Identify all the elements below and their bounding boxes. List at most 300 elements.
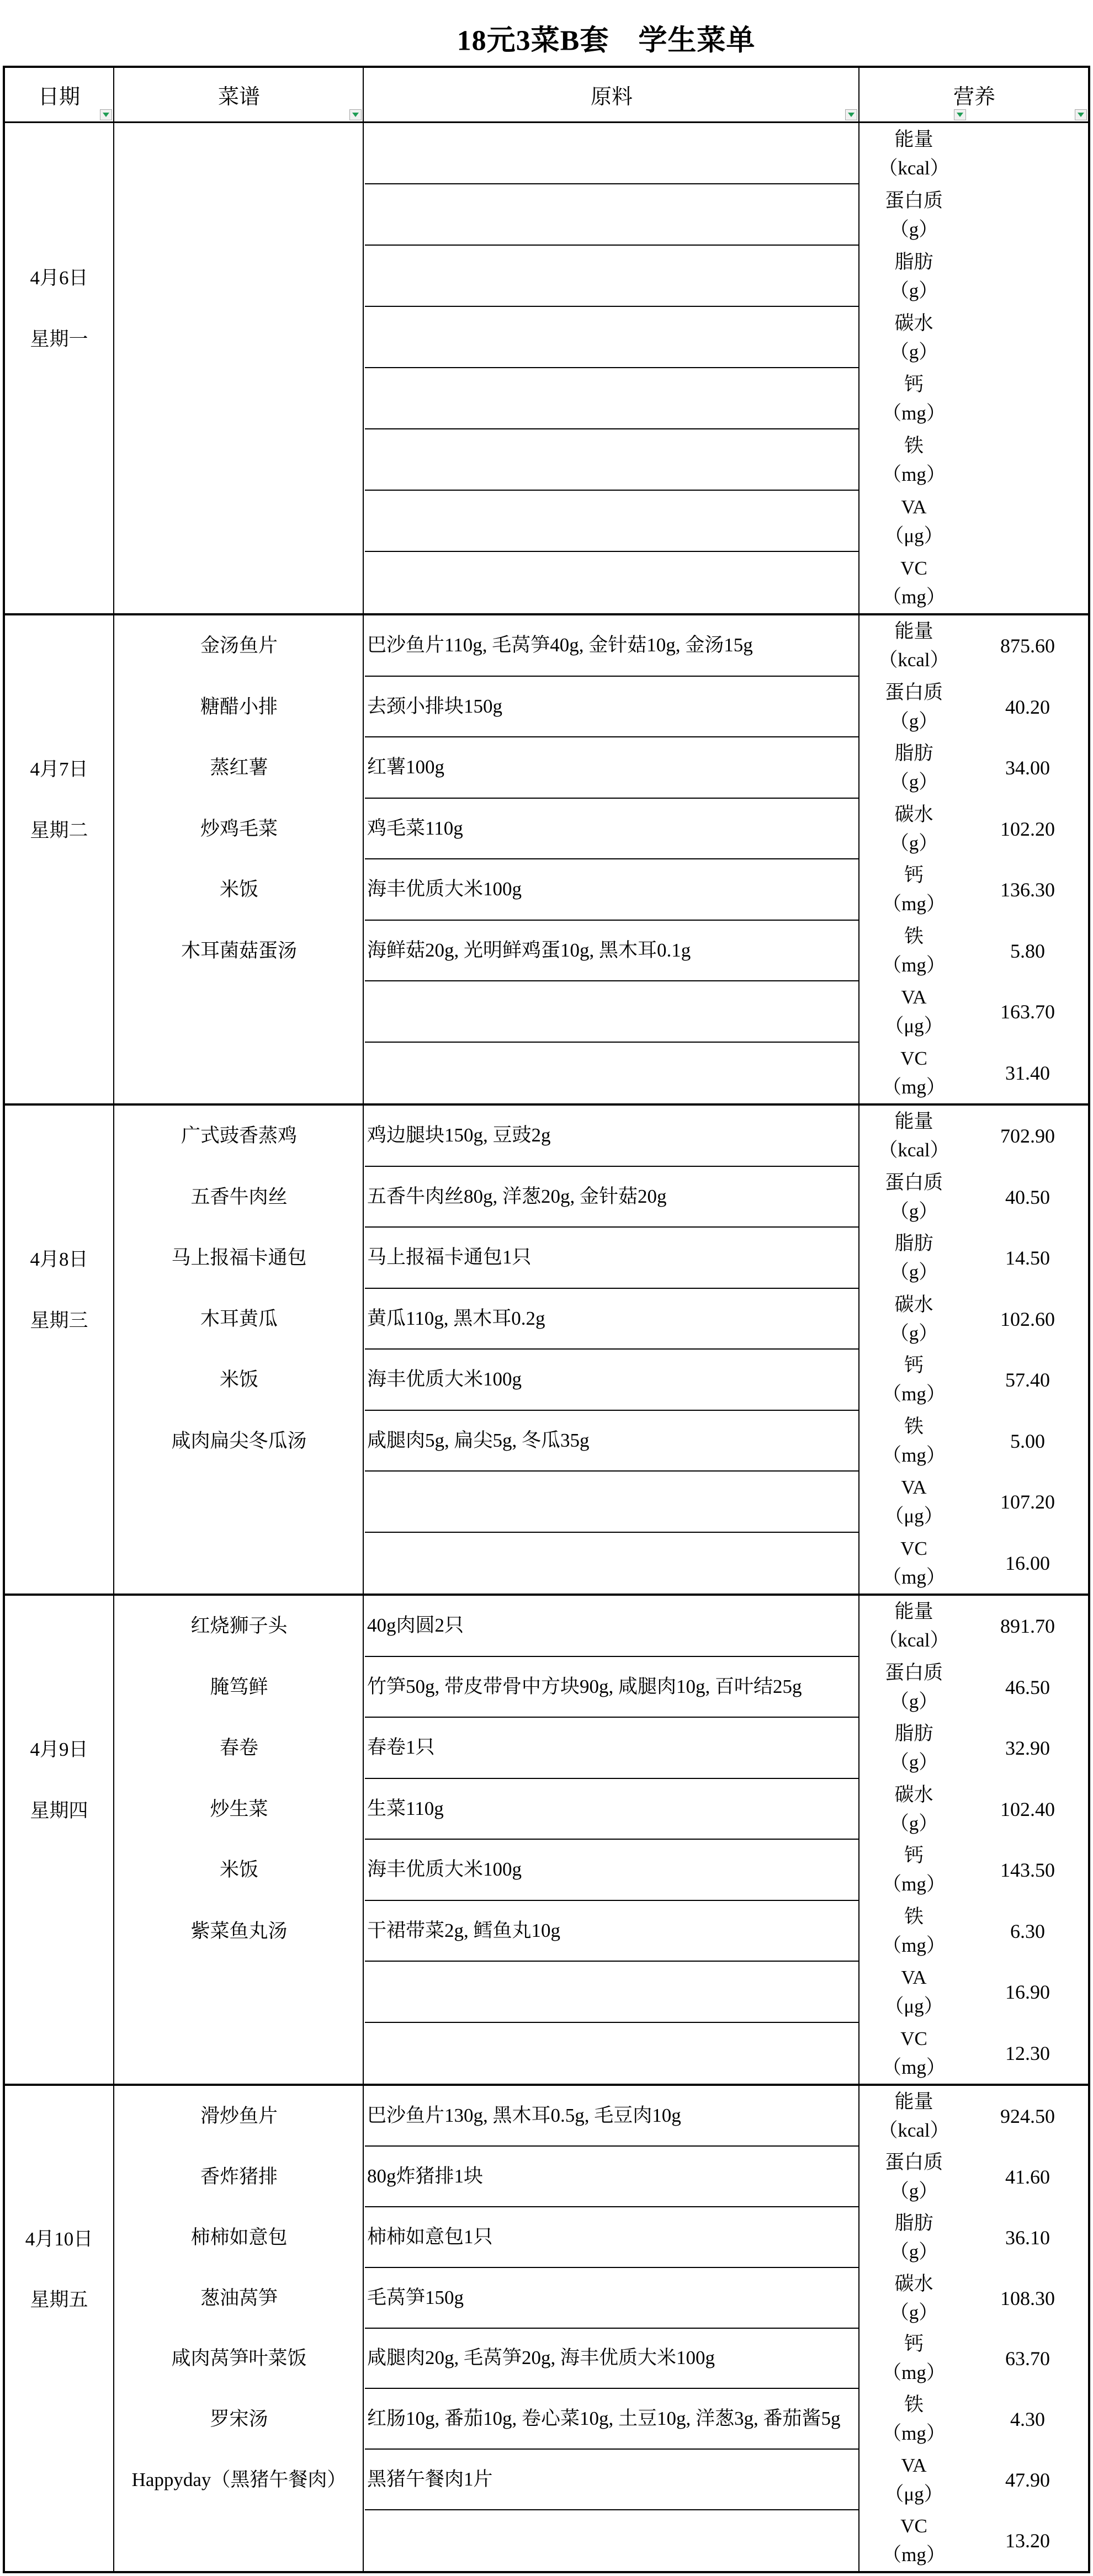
ingredient-cell bbox=[365, 246, 858, 307]
ingredient-cell: 海丰优质大米100g bbox=[365, 1350, 858, 1411]
nutrition-value bbox=[967, 246, 1088, 307]
header-cell-date bbox=[5, 68, 114, 121]
nutrition-value: 102.40 bbox=[1000, 1798, 1055, 1820]
nutrition-label-cell bbox=[861, 1228, 967, 1289]
date-cell bbox=[5, 1106, 114, 1594]
nutrition-label-cell bbox=[861, 799, 967, 860]
menu-item-name: Happyday（黑猪午餐肉） bbox=[131, 2469, 347, 2491]
nutrition-label: 碳水 bbox=[894, 803, 933, 825]
menu-item-name: 罗宋汤 bbox=[210, 2408, 268, 2430]
ingredients-column bbox=[365, 1106, 859, 1594]
menu-item-name: 咸肉扁尖冬瓜汤 bbox=[171, 1430, 307, 1452]
nutrition-unit: （g） bbox=[889, 771, 938, 793]
nutrition-label-cell bbox=[861, 1167, 967, 1228]
nutrition-unit: （mg） bbox=[882, 893, 946, 915]
nutrition-value: 32.90 bbox=[1005, 1737, 1050, 1760]
menu-item-name: 葱油莴笋 bbox=[200, 2287, 278, 2309]
weekday-label: 星期一 bbox=[30, 328, 88, 350]
nutrition-value bbox=[967, 368, 1088, 429]
table-header-row bbox=[5, 68, 1088, 123]
menu-item-name: 滑炒鱼片 bbox=[200, 2105, 278, 2127]
ingredient-cell: 海丰优质大米100g bbox=[365, 859, 858, 921]
menu-item-name: 马上报福卡通包 bbox=[171, 1247, 307, 1269]
nutrition-label-cell bbox=[861, 429, 967, 491]
menu-item-name: 蒸红薯 bbox=[210, 757, 268, 779]
menu-column bbox=[115, 615, 364, 1103]
nutrition-label-column bbox=[861, 615, 967, 1103]
nutrition-unit: （mg） bbox=[882, 1444, 946, 1466]
nutrition-unit: （g） bbox=[889, 218, 938, 240]
menu-item-name: 柿柿如意包 bbox=[190, 2226, 288, 2248]
nutrition-unit: （mg） bbox=[882, 2423, 946, 2445]
nutrition-label-cell bbox=[861, 1901, 967, 1962]
nutrition-value: 47.90 bbox=[1005, 2469, 1050, 2492]
nutrition-unit: （mg） bbox=[882, 1934, 946, 1956]
menu-item-name bbox=[115, 491, 363, 552]
nutrition-label-cell bbox=[861, 2389, 967, 2450]
nutrition-label-cell bbox=[861, 1840, 967, 1901]
date-label: 4月10日 bbox=[25, 2228, 93, 2250]
nutrition-label: 能量 bbox=[894, 2090, 933, 2112]
nutrition-label-cell bbox=[861, 368, 967, 429]
nutrition-label: 蛋白质 bbox=[884, 1661, 943, 1683]
menu-item-name: 金汤鱼片 bbox=[200, 635, 278, 657]
nutrition-label: 蛋白质 bbox=[884, 189, 943, 211]
nutrition-value: 107.20 bbox=[1000, 1491, 1055, 1513]
date-cell bbox=[5, 1596, 114, 2084]
weekday-label: 星期五 bbox=[30, 2288, 88, 2311]
menu-table bbox=[3, 66, 1090, 2573]
menu-item-name: 紫菜鱼丸汤 bbox=[190, 1920, 288, 1942]
nutrition-label: 铁 bbox=[904, 1415, 924, 1437]
nutrition-value: 6.30 bbox=[1010, 1920, 1045, 1942]
nutrition-label-cell bbox=[861, 123, 967, 184]
header-cell-ingredients bbox=[365, 68, 859, 121]
nutrition-label-cell bbox=[861, 2207, 967, 2268]
nutrition-label: 能量 bbox=[894, 1601, 933, 1623]
header-label-nutrition: 营养 bbox=[953, 86, 995, 109]
ingredient-cell: 海鲜菇20g, 光明鲜鸡蛋10g, 黑木耳0.1g bbox=[365, 921, 858, 982]
nutrition-label: 铁 bbox=[904, 434, 924, 456]
menu-item-name bbox=[115, 552, 363, 613]
menu-column bbox=[115, 123, 364, 613]
nutrition-unit: （mg） bbox=[882, 1383, 946, 1405]
nutrition-unit: （g） bbox=[889, 2240, 938, 2262]
menu-item-name: 广式豉香蒸鸡 bbox=[181, 1125, 297, 1147]
nutrition-value bbox=[967, 184, 1088, 246]
nutrition-unit: （kcal） bbox=[878, 1629, 949, 1651]
ingredient-cell bbox=[365, 1962, 858, 2023]
ingredient-cell: 咸腿肉5g, 扁尖5g, 冬瓜35g bbox=[365, 1411, 858, 1472]
nutrition-label-cell bbox=[861, 2329, 967, 2389]
nutrition-value: 143.50 bbox=[1000, 1859, 1055, 1882]
menu-item-name: 炒生菜 bbox=[210, 1798, 268, 1820]
nutrition-value: 41.60 bbox=[1005, 2165, 1050, 2188]
menu-item-name bbox=[115, 1472, 363, 1533]
nutrition-label-cell bbox=[861, 2510, 967, 2571]
nutrition-label-cell bbox=[861, 921, 967, 982]
filter-button-nutrition-value[interactable] bbox=[1075, 109, 1087, 120]
nutrition-label: 碳水 bbox=[894, 2272, 933, 2295]
nutrition-unit: （g） bbox=[889, 832, 938, 854]
ingredient-cell bbox=[365, 184, 858, 246]
nutrition-value: 12.30 bbox=[1005, 2042, 1050, 2064]
nutrition-unit: （g） bbox=[889, 1261, 938, 1283]
nutrition-unit: （mg） bbox=[882, 2362, 946, 2384]
nutrition-label-column bbox=[861, 1106, 967, 1594]
nutrition-unit: （mg） bbox=[882, 2544, 946, 2566]
nutrition-label: VC bbox=[900, 557, 927, 579]
nutrition-label: 碳水 bbox=[894, 312, 933, 334]
nutrition-value: 40.50 bbox=[1005, 1186, 1050, 1208]
nutrition-value: 102.20 bbox=[1000, 817, 1055, 840]
ingredient-cell: 生菜110g bbox=[365, 1779, 858, 1840]
ingredient-cell bbox=[365, 123, 858, 184]
ingredient-cell: 毛莴笋150g bbox=[365, 2268, 858, 2329]
ingredient-cell bbox=[365, 491, 858, 552]
nutrition-label: 铁 bbox=[904, 1905, 924, 1927]
day-blocks-container bbox=[5, 123, 1088, 2571]
nutrition-value-column bbox=[967, 615, 1088, 1103]
nutrition-unit: （kcal） bbox=[878, 1139, 949, 1161]
ingredient-cell: 鸡毛菜110g bbox=[365, 799, 858, 860]
nutrition-label: 蛋白质 bbox=[884, 681, 943, 703]
date-label: 4月7日 bbox=[30, 758, 88, 780]
menu-item-name: 糖醋小排 bbox=[200, 695, 278, 718]
menu-item-name bbox=[115, 1533, 363, 1594]
nutrition-label: VA bbox=[901, 1476, 927, 1499]
nutrition-label-cell bbox=[861, 737, 967, 799]
menu-item-name bbox=[115, 981, 363, 1043]
nutrition-label: 碳水 bbox=[894, 1783, 933, 1805]
ingredient-cell: 黄瓜110g, 黑木耳0.2g bbox=[365, 1289, 858, 1350]
ingredient-cell bbox=[365, 307, 858, 368]
menu-item-name bbox=[115, 123, 363, 184]
nutrition-value: 702.90 bbox=[1000, 1125, 1055, 1148]
nutrition-value: 40.20 bbox=[1005, 695, 1050, 718]
menu-item-name bbox=[115, 1962, 363, 2023]
nutrition-label-cell bbox=[861, 1350, 967, 1411]
nutrition-value bbox=[967, 429, 1088, 491]
nutrition-label-cell bbox=[861, 184, 967, 246]
nutrition-unit: （g） bbox=[889, 279, 938, 301]
nutrition-label-cell bbox=[861, 1596, 967, 1657]
nutrition-label-cell bbox=[861, 981, 967, 1043]
nutrition-value-column bbox=[967, 2086, 1088, 2571]
nutrition-unit: （μg） bbox=[884, 1015, 943, 1037]
nutrition-label-cell bbox=[861, 491, 967, 552]
filter-dropdown-icon bbox=[103, 113, 109, 117]
menu-item-name bbox=[115, 184, 363, 246]
nutrition-label: 能量 bbox=[894, 620, 933, 642]
page-title: 18元3菜B套 学生菜单 bbox=[457, 25, 756, 57]
ingredient-cell bbox=[365, 2510, 858, 2571]
nutrition-unit: （mg） bbox=[882, 1076, 946, 1098]
nutrition-label: VA bbox=[901, 986, 927, 1008]
ingredient-cell: 柿柿如意包1只 bbox=[365, 2207, 858, 2268]
nutrition-label-cell bbox=[861, 1472, 967, 1533]
day-block bbox=[5, 123, 1088, 613]
nutrition-label: 铁 bbox=[904, 925, 924, 947]
ingredients-column bbox=[365, 123, 859, 613]
menu-item-name bbox=[115, 1043, 363, 1104]
ingredient-cell: 巴沙鱼片110g, 毛莴笋40g, 金针菇10g, 金汤15g bbox=[365, 615, 858, 677]
nutrition-unit: （kcal） bbox=[878, 2119, 949, 2141]
header-cell-nutrition bbox=[861, 68, 1088, 121]
weekday-label: 星期四 bbox=[30, 1799, 88, 1821]
nutrition-unit: （mg） bbox=[882, 463, 946, 485]
nutrition-value: 891.70 bbox=[1000, 1615, 1055, 1638]
nutrition-label-cell bbox=[861, 552, 967, 613]
nutrition-label-cell bbox=[861, 2023, 967, 2084]
header-label-menu: 菜谱 bbox=[217, 86, 260, 109]
header-cell-menu bbox=[115, 68, 364, 121]
nutrition-value: 63.70 bbox=[1005, 2347, 1050, 2370]
nutrition-unit: （mg） bbox=[882, 954, 946, 976]
ingredient-cell: 40g肉圆2只 bbox=[365, 1596, 858, 1657]
nutrition-value: 875.60 bbox=[1000, 635, 1055, 657]
nutrition-value: 108.30 bbox=[1000, 2287, 1055, 2309]
date-label: 4月8日 bbox=[30, 1249, 88, 1271]
nutrition-label: VA bbox=[901, 1967, 927, 1989]
nutrition-label: VA bbox=[901, 496, 927, 518]
nutrition-label-cell bbox=[861, 1106, 967, 1167]
nutrition-label-cell bbox=[861, 307, 967, 368]
nutrition-value-column bbox=[967, 1106, 1088, 1594]
day-block bbox=[5, 2084, 1088, 2571]
nutrition-label-cell bbox=[861, 859, 967, 921]
nutrition-value: 5.80 bbox=[1010, 939, 1045, 962]
ingredients-column bbox=[365, 1596, 859, 2084]
nutrition-label: 脂肪 bbox=[894, 1233, 933, 1255]
nutrition-unit: （g） bbox=[889, 2301, 938, 2323]
nutrition-label-cell bbox=[861, 1657, 967, 1718]
nutrition-unit: （μg） bbox=[884, 524, 943, 546]
filter-button-ingredients[interactable] bbox=[845, 109, 857, 120]
nutrition-label-cell bbox=[861, 1962, 967, 2023]
menu-item-name: 木耳黄瓜 bbox=[200, 1308, 278, 1330]
nutrition-unit: （μg） bbox=[884, 2483, 943, 2505]
nutrition-value: 34.00 bbox=[1005, 757, 1050, 779]
nutrition-value: 31.40 bbox=[1005, 1061, 1050, 1084]
ingredient-cell: 咸腿肉20g, 毛莴笋20g, 海丰优质大米100g bbox=[365, 2329, 858, 2389]
nutrition-unit: （mg） bbox=[882, 402, 946, 424]
nutrition-value: 16.00 bbox=[1005, 1552, 1050, 1574]
ingredient-cell bbox=[365, 1472, 858, 1533]
nutrition-value-column bbox=[967, 1596, 1088, 2084]
menu-item-name: 香炸猪排 bbox=[200, 2165, 278, 2187]
nutrition-label: VA bbox=[901, 2455, 927, 2477]
nutrition-value: 16.90 bbox=[1005, 1981, 1050, 2004]
ingredient-cell: 巴沙鱼片130g, 黑木耳0.5g, 毛豆肉10g bbox=[365, 2086, 858, 2147]
nutrition-label-cell bbox=[861, 2268, 967, 2329]
ingredient-cell: 五香牛肉丝80g, 洋葱20g, 金针菇20g bbox=[365, 1167, 858, 1228]
ingredient-cell: 80g炸猪排1块 bbox=[365, 2147, 858, 2207]
nutrition-unit: （μg） bbox=[884, 1505, 943, 1527]
nutrition-unit: （g） bbox=[889, 341, 938, 363]
date-cell bbox=[5, 123, 114, 613]
nutrition-label-column bbox=[861, 2086, 967, 2571]
day-block bbox=[5, 1103, 1088, 1594]
nutrition-value: 13.20 bbox=[1005, 2530, 1050, 2552]
ingredient-cell: 竹笋50g, 带皮带骨中方块90g, 咸腿肉10g, 百叶结25g bbox=[365, 1657, 858, 1718]
weekday-label: 星期二 bbox=[30, 819, 88, 841]
date-label: 4月6日 bbox=[30, 267, 88, 289]
nutrition-unit: （mg） bbox=[882, 586, 946, 608]
filter-dropdown-icon bbox=[1078, 113, 1084, 117]
header-label-date: 日期 bbox=[38, 86, 80, 109]
nutrition-label-cell bbox=[861, 1411, 967, 1472]
ingredients-column bbox=[365, 615, 859, 1103]
nutrition-label-cell bbox=[861, 1533, 967, 1594]
menu-item-name: 米饭 bbox=[219, 1859, 258, 1881]
ingredient-cell: 红薯100g bbox=[365, 737, 858, 799]
menu-item-name: 腌笃鲜 bbox=[210, 1676, 268, 1698]
weekday-label: 星期三 bbox=[30, 1309, 88, 1331]
nutrition-value bbox=[967, 552, 1088, 613]
nutrition-value: 102.60 bbox=[1000, 1308, 1055, 1330]
menu-item-name: 木耳菌菇蛋汤 bbox=[181, 939, 297, 962]
nutrition-label-cell bbox=[861, 1289, 967, 1350]
nutrition-label: 钙 bbox=[904, 864, 924, 886]
menu-item-name bbox=[115, 2023, 363, 2084]
ingredient-cell bbox=[365, 981, 858, 1043]
ingredient-cell: 海丰优质大米100g bbox=[365, 1840, 858, 1901]
menu-item-name: 炒鸡毛菜 bbox=[200, 817, 278, 840]
nutrition-label-cell bbox=[861, 1718, 967, 1779]
nutrition-value: 5.00 bbox=[1010, 1430, 1045, 1452]
menu-item-name bbox=[115, 2510, 363, 2571]
nutrition-value: 14.50 bbox=[1005, 1247, 1050, 1270]
filter-dropdown-icon bbox=[352, 113, 359, 117]
header-label-ingredients: 原料 bbox=[590, 86, 633, 109]
nutrition-label-cell bbox=[861, 2450, 967, 2510]
date-label: 4月9日 bbox=[30, 1739, 88, 1761]
nutrition-label: 能量 bbox=[894, 128, 933, 150]
nutrition-unit: （g） bbox=[889, 710, 938, 732]
nutrition-unit: （kcal） bbox=[878, 649, 949, 671]
nutrition-unit: （μg） bbox=[884, 1995, 943, 2017]
menu-item-name bbox=[115, 429, 363, 491]
ingredient-cell: 春卷1只 bbox=[365, 1718, 858, 1779]
day-block bbox=[5, 1594, 1088, 2084]
menu-item-name bbox=[115, 307, 363, 368]
ingredient-cell bbox=[365, 1043, 858, 1104]
nutrition-label-column bbox=[861, 1596, 967, 2084]
nutrition-label-cell bbox=[861, 1779, 967, 1840]
nutrition-label: 铁 bbox=[904, 2394, 924, 2416]
nutrition-label: 钙 bbox=[904, 1355, 924, 1377]
nutrition-label: 蛋白质 bbox=[884, 1171, 943, 1193]
filter-dropdown-icon bbox=[848, 113, 855, 117]
nutrition-label-cell bbox=[861, 615, 967, 677]
nutrition-unit: （mg） bbox=[882, 1566, 946, 1588]
nutrition-value-column bbox=[967, 123, 1088, 613]
nutrition-label: VC bbox=[900, 1537, 927, 1559]
nutrition-value: 57.40 bbox=[1005, 1369, 1050, 1391]
nutrition-unit: （g） bbox=[889, 2180, 938, 2202]
ingredient-cell bbox=[365, 368, 858, 429]
nutrition-label: 蛋白质 bbox=[884, 2151, 943, 2173]
nutrition-label: 钙 bbox=[904, 373, 924, 395]
menu-item-name: 米饭 bbox=[219, 1369, 258, 1391]
nutrition-label-cell bbox=[861, 2147, 967, 2207]
filter-button-nutrition-label[interactable] bbox=[954, 109, 966, 120]
nutrition-value: 4.30 bbox=[1010, 2408, 1045, 2431]
nutrition-unit: （g） bbox=[889, 1200, 938, 1222]
menu-item-name: 春卷 bbox=[219, 1737, 258, 1759]
ingredient-cell bbox=[365, 552, 858, 613]
ingredient-cell: 红肠10g, 番茄10g, 卷心菜10g, 土豆10g, 洋葱3g, 番茄酱5g bbox=[365, 2389, 858, 2450]
menu-column bbox=[115, 1106, 364, 1594]
nutrition-unit: （g） bbox=[889, 1751, 938, 1773]
filter-button-date[interactable] bbox=[100, 109, 112, 120]
nutrition-label: 碳水 bbox=[894, 1293, 933, 1315]
nutrition-unit: （mg） bbox=[882, 2056, 946, 2078]
nutrition-value: 36.10 bbox=[1005, 2226, 1050, 2249]
menu-item-name: 红烧狮子头 bbox=[190, 1615, 288, 1637]
nutrition-value: 136.30 bbox=[1000, 879, 1055, 901]
nutrition-unit: （mg） bbox=[882, 1873, 946, 1895]
nutrition-label: 钙 bbox=[904, 2333, 924, 2355]
menu-item-name: 米饭 bbox=[219, 879, 258, 901]
nutrition-value bbox=[967, 491, 1088, 552]
ingredient-cell bbox=[365, 1533, 858, 1594]
nutrition-label: 脂肪 bbox=[894, 1723, 933, 1745]
nutrition-label-cell bbox=[861, 1043, 967, 1104]
menu-item-name: 五香牛肉丝 bbox=[190, 1186, 288, 1208]
ingredient-cell bbox=[365, 2023, 858, 2084]
menu-item-name bbox=[115, 246, 363, 307]
nutrition-label-cell bbox=[861, 677, 967, 738]
nutrition-label: 脂肪 bbox=[894, 742, 933, 764]
nutrition-unit: （kcal） bbox=[878, 157, 949, 179]
nutrition-value: 924.50 bbox=[1000, 2105, 1055, 2127]
nutrition-label: VC bbox=[900, 2027, 927, 2049]
ingredients-column bbox=[365, 2086, 859, 2571]
date-cell bbox=[5, 615, 114, 1103]
nutrition-label: VC bbox=[900, 2515, 927, 2537]
nutrition-value: 46.50 bbox=[1005, 1676, 1050, 1698]
filter-button-menu[interactable] bbox=[349, 109, 362, 120]
menu-column bbox=[115, 1596, 364, 2084]
nutrition-label: VC bbox=[900, 1047, 927, 1069]
menu-item-name bbox=[115, 368, 363, 429]
nutrition-value bbox=[967, 123, 1088, 184]
menu-item-name: 咸肉莴笋叶菜饭 bbox=[171, 2347, 307, 2370]
menu-column bbox=[115, 2086, 364, 2571]
date-cell bbox=[5, 2086, 114, 2571]
nutrition-label: 能量 bbox=[894, 1111, 933, 1133]
nutrition-label-cell bbox=[861, 246, 967, 307]
nutrition-value bbox=[967, 307, 1088, 368]
ingredient-cell: 马上报福卡通包1只 bbox=[365, 1228, 858, 1289]
filter-dropdown-icon bbox=[957, 113, 963, 117]
nutrition-unit: （g） bbox=[889, 1322, 938, 1344]
ingredient-cell: 黑猪午餐肉1片 bbox=[365, 2450, 858, 2510]
nutrition-label-column bbox=[861, 123, 967, 613]
nutrition-unit: （g） bbox=[889, 1690, 938, 1712]
day-block bbox=[5, 613, 1088, 1103]
ingredient-cell: 去颈小排块150g bbox=[365, 677, 858, 738]
ingredient-cell: 鸡边腿块150g, 豆豉2g bbox=[365, 1106, 858, 1167]
nutrition-label: 钙 bbox=[904, 1845, 924, 1867]
nutrition-label-cell bbox=[861, 2086, 967, 2147]
nutrition-label: 脂肪 bbox=[894, 2212, 933, 2234]
nutrition-value: 163.70 bbox=[1000, 1001, 1055, 1023]
ingredient-cell bbox=[365, 429, 858, 491]
ingredient-cell: 干裙带菜2g, 鳕鱼丸10g bbox=[365, 1901, 858, 1962]
